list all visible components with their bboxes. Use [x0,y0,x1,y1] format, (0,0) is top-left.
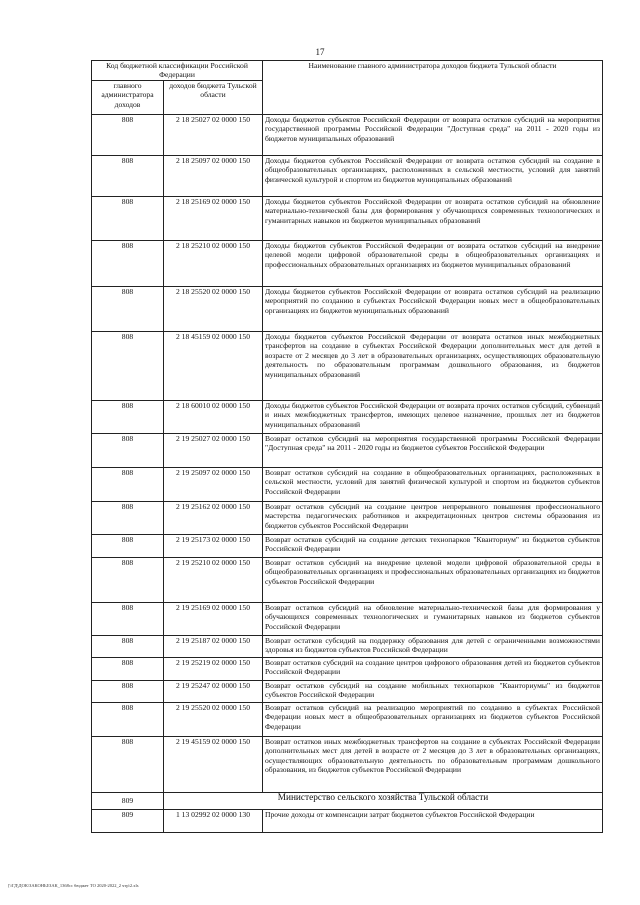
income-code-cell: 1 13 02992 02 0000 130 [164,809,263,832]
income-name-cell: Возврат остатков иных межбюджетных трансфертов на создание в субъектах Российской Федерации дополнительных мест для детей в возрасте от 2 месяцев до 3 лет в образовательных организациях, осуществляющих образовательную деятельность по образовательным программам дошкольного образования, из бюджетов субъектов Российской Федерации [263,736,603,792]
table-row [92,286,603,331]
income-code-cell: 2 19 45159 02 0000 150 [164,736,263,792]
table-row [92,114,603,155]
table-body [92,114,603,832]
admin-code-cell: 809 [92,809,164,832]
income-code-cell: 2 18 25027 02 0000 150 [164,114,263,155]
income-name-cell: Доходы бюджетов субъектов Российской Федерации от возврата прочих остатков субсидий, субвенций и иных межбюджетных трансфертов, имеющих целевое назначение, прошлых лет из бюджетов муниципальных образований [263,400,603,433]
income-name-cell: Возврат остатков субсидий на внедрение целевой модели цифровой образовательной среды в общеобразовательных организациях и профессиональных образовательных организациях из бюджетов субъектов Российской Федерации [263,557,603,602]
table-row [92,534,603,557]
income-code-cell: 2 18 60010 02 0000 150 [164,400,263,433]
income-code-cell: 2 19 25097 02 0000 150 [164,467,263,501]
table-row [92,635,603,657]
income-code-cell: 2 19 25520 02 0000 150 [164,702,263,736]
table-row [92,702,603,736]
table-row [92,433,603,467]
income-name-cell: Возврат остатков субсидий на поддержку образования для детей с ограниченными возможностями здоровья из бюджетов субъектов Российской Федерации [263,635,603,657]
income-code-cell: 2 19 25210 02 0000 150 [164,557,263,602]
income-name-cell: Возврат остатков субсидий на реализацию мероприятий по созданию в субъектах Российской Федерации новых мест в общеобразовательных организациях из бюджетов субъектов Российской Федерации [263,702,603,736]
income-code-cell: 2 19 25169 02 0000 150 [164,602,263,635]
income-name-cell: Возврат остатков субсидий на создание центров непрерывного повышения профессионального мастерства педагогических работников и аккредитационных центров системы образования из бюджетов субъектов Российской Федерации [263,501,603,534]
file-path-footer: [\\ГД\ДОК\ЗАКОНЫ\ЗАК_1368сс бюджет ТО 2020-2022_2 чтр\2.xls [8,883,139,888]
income-name-cell: Доходы бюджетов субъектов Российской Федерации от возврата остатков субсидий на реализацию мероприятий по созданию в субъектах Российской Федерации новых мест в общеобразовательных организациях из бюджетов муниципальных образований [263,286,603,331]
income-code-cell: 2 18 25097 02 0000 150 [164,155,263,196]
ministry-admin-code: 809 [92,792,164,809]
income-name-cell: Прочие доходы от компенсации затрат бюджетов субъектов Российской Федерации [263,809,603,832]
table-row [92,155,603,196]
admin-code-cell: 808 [92,602,164,635]
ministry-row [92,792,603,809]
page-number: 17 [315,47,325,57]
income-name-cell: Доходы бюджетов субъектов Российской Федерации от возврата остатков субсидий на мероприятия государственной программы Российской Федерации "Доступная среда" на 2011 - 2020 годы из бюджетов муниципальных образований [263,114,603,155]
header-admin-name: Наименование главного администратора доходов бюджета Тульской области [263,61,603,115]
admin-code-cell: 808 [92,331,164,400]
table-row [92,736,603,792]
header-income-column: доходов бюджета Тульской области [164,80,263,114]
income-code-cell: 2 19 25219 02 0000 150 [164,657,263,680]
admin-code-cell: 808 [92,635,164,657]
income-code-cell: 2 19 25162 02 0000 150 [164,501,263,534]
income-name-cell: Доходы бюджетов субъектов Российской Федерации от возврата остатков субсидий на внедрение целевой модели цифровой образовательной среды в общеобразовательных организациях и профессиональных образовательных организациях из бюджетов муниципальных образований [263,240,603,286]
budget-classification-table [91,60,603,833]
income-code-cell: 2 19 25173 02 0000 150 [164,534,263,557]
admin-code-cell: 808 [92,286,164,331]
admin-code-cell: 808 [92,114,164,155]
income-name-cell: Возврат остатков субсидий на создание детских технопарков "Кванториум" из бюджетов субъектов Российской Федерации [263,534,603,557]
table-row [92,602,603,635]
admin-code-cell: 808 [92,155,164,196]
income-name-cell: Доходы бюджетов субъектов Российской Федерации от возврата остатков иных межбюджетных трансфертов на создание в субъектах Российской Федерации дополнительных мест для детей в возрасте от 2 месяцев до 3 лет в образовательных организациях, осуществляющих образовательную деятельность по образовательным программам дошкольного образования, из бюджетов муниципальных образований [263,331,603,400]
income-name-cell: Доходы бюджетов субъектов Российской Федерации от возврата остатков субсидий на создание в общеобразовательных организациях, расположенных в сельской местности, условий для занятий физической культурой и спортом из бюджетов муниципальных образований [263,155,603,196]
table-row [92,331,603,400]
header-admin-column: главного администратора доходов [92,80,164,114]
income-name-cell: Возврат остатков субсидий на обновление материально-технической базы для формирования у обучающихся современных технологических и гуманитарных навыков из бюджетов субъектов Российской Федерации [263,602,603,635]
income-code-cell: 2 18 25169 02 0000 150 [164,196,263,240]
admin-code-cell: 808 [92,702,164,736]
admin-code-cell: 808 [92,680,164,702]
ministry-name: Министерство сельского хозяйства Тульской области [164,792,603,809]
table-row [92,657,603,680]
admin-code-cell: 808 [92,467,164,501]
admin-code-cell: 808 [92,501,164,534]
admin-code-cell: 808 [92,557,164,602]
table-row [92,501,603,534]
table-row [92,809,603,832]
admin-code-cell: 808 [92,433,164,467]
income-code-cell: 2 18 25210 02 0000 150 [164,240,263,286]
table-row [92,240,603,286]
income-code-cell: 2 18 45159 02 0000 150 [164,331,263,400]
admin-code-cell: 808 [92,657,164,680]
admin-code-cell: 808 [92,196,164,240]
income-name-cell: Возврат остатков субсидий на мероприятия государственной программы Российской Федерации "Доступная среда" на 2011 - 2020 годы из бюджетов субъектов Российской Федерации [263,433,603,467]
admin-code-cell: 808 [92,736,164,792]
table-row [92,196,603,240]
admin-code-cell: 808 [92,240,164,286]
income-name-cell: Возврат остатков субсидий на создание центров цифрового образования детей из бюджетов субъектов Российской Федерации [263,657,603,680]
table-row [92,400,603,433]
table-row [92,467,603,501]
income-name-cell: Возврат остатков субсидий на создание мобильных технопарков "Кванториумы" из бюджетов субъектов Российской Федерации [263,680,603,702]
income-name-cell: Возврат остатков субсидий на создание в общеобразовательных организациях, расположенных в сельской местности, условий для занятий физической культурой и спортом из бюджетов субъектов Российской Федерации [263,467,603,501]
income-code-cell: 2 19 25027 02 0000 150 [164,433,263,467]
income-code-cell: 2 19 25247 02 0000 150 [164,680,263,702]
table-row [92,680,603,702]
header-code-group: Код бюджетной классификации Российской Федерации [92,61,263,81]
income-code-cell: 2 19 25187 02 0000 150 [164,635,263,657]
income-name-cell: Доходы бюджетов субъектов Российской Федерации от возврата остатков субсидий на обновление материально-технической базы для формирования у обучающихся современных технологических и гуманитарных навыков из бюджетов муниципальных образований [263,196,603,240]
income-code-cell: 2 18 25520 02 0000 150 [164,286,263,331]
table-row [92,557,603,602]
admin-code-cell: 808 [92,400,164,433]
admin-code-cell: 808 [92,534,164,557]
